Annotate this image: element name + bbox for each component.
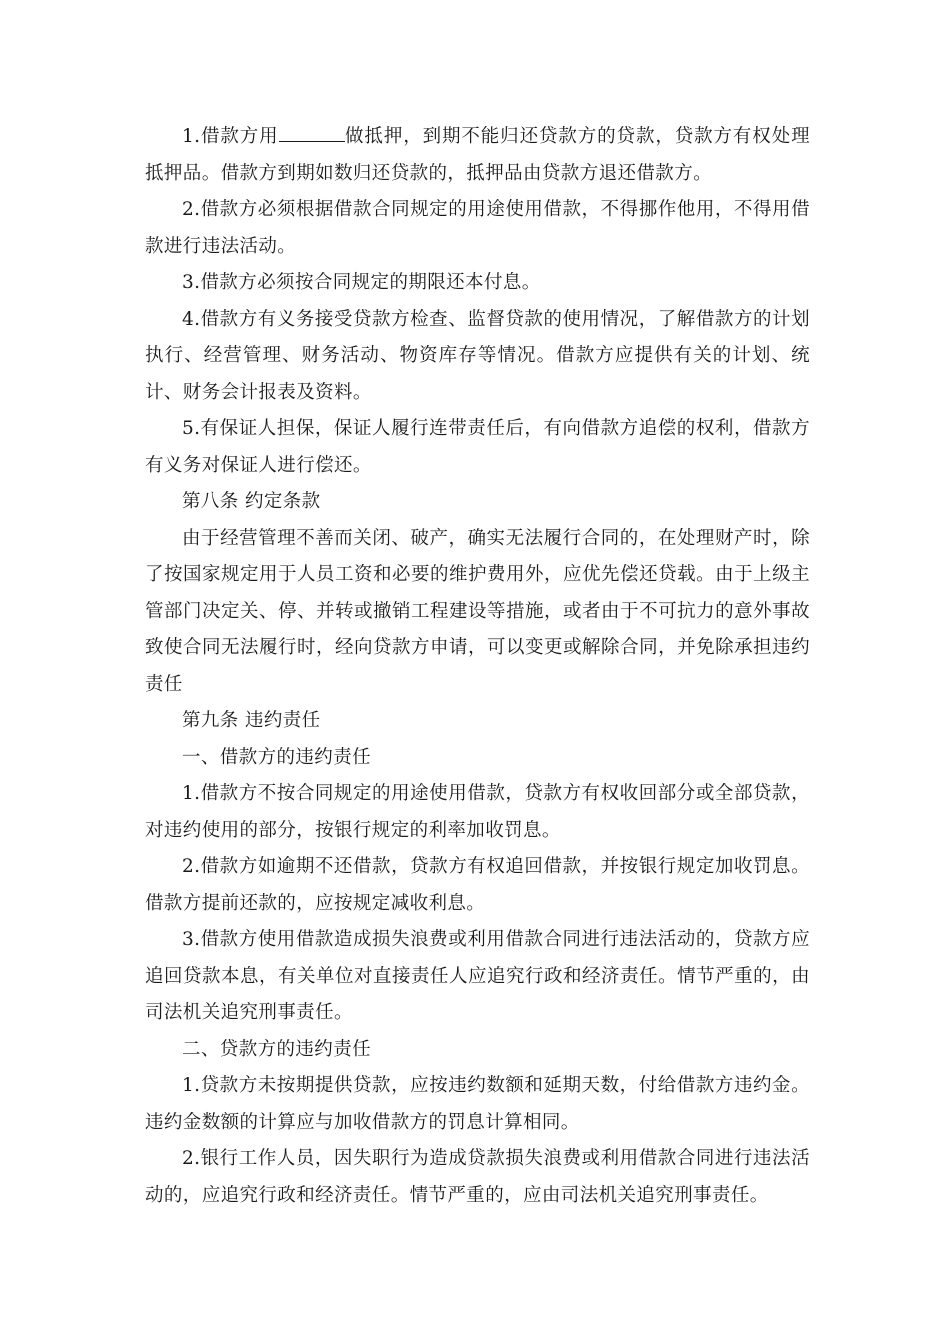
article-heading: 第九条 违约责任 xyxy=(182,710,321,731)
clause-paragraph: 3.借款方必须按合同规定的期限还本付息。 xyxy=(182,272,541,293)
fill-in-blank xyxy=(279,123,345,143)
clause-paragraph: 2.银行工作人员，因失职行为造成贷款损失浪费或利用借款合同进行违法活动的，应追究行政和经济责任。情节严重的，应由司法机关追究刑事责任。 xyxy=(145,1148,810,1206)
clause-text: 1.借款方用 xyxy=(182,126,279,147)
article-heading: 第八条 约定条款 xyxy=(182,491,321,512)
clause-paragraph: 4.借款方有义务接受贷款方检查、监督贷款的使用情况，了解借款方的计划执行、经营管理、财务活动、物资库存等情况。借款方应提供有关的计划、统计、财务会计报表及资料。 xyxy=(145,308,810,403)
section-heading: 一、借款方的违约责任 xyxy=(182,746,372,768)
clause-paragraph: 2.借款方必须根据借款合同规定的用途使用借款，不得挪作他用，不得用借款进行违法活动。 xyxy=(145,199,810,257)
section-heading: 二、贷款方的违约责任 xyxy=(182,1038,372,1060)
clause-text: 做抵押，到期不能归还贷款方的贷款，贷款方有权处理抵押品。借款方到期如数归还贷款的，抵押品由贷款方退还借款方。 xyxy=(145,126,810,184)
clause-paragraph: 2.借款方如逾期不还借款，贷款方有权追回借款，并按银行规定加收罚息。借款方提前还款的，应按规定减收利息。 xyxy=(145,856,810,914)
document-body xyxy=(145,119,810,1214)
clause-paragraph: 1.借款方不按合同规定的用途使用借款，贷款方有权收回部分或全部贷款，对违约使用的部分，按银行规定的利率加收罚息。 xyxy=(145,783,810,841)
clause-paragraph: 3.借款方使用借款造成损失浪费或利用借款合同进行违法活动的，贷款方应追回贷款本息，有关单位对直接责任人应追究行政和经济责任。情节严重的，由司法机关追究刑事责任。 xyxy=(145,929,810,1023)
clause-paragraph xyxy=(145,119,810,192)
clause-paragraph: 1.贷款方未按期提供贷款，应按违约数额和延期天数，付给借款方违约金。违约金数额的计算应与加收借款方的罚息计算相同。 xyxy=(145,1075,810,1133)
clause-paragraph: 5.有保证人担保，保证人履行连带责任后，有向借款方追偿的权利，借款方有义务对保证人进行偿还。 xyxy=(145,418,810,476)
clause-paragraph: 由于经营管理不善而关闭、破产，确实无法履行合同的，在处理财产时，除了按国家规定用于人员工资和必要的维护费用外，应优先偿还贷载。由于上级主管部门决定关、停、并转或撤销工程建设等措施，或者由于不可抗力的意外事故致使合同无法履行时，经向贷款方申请，可以变更或解除合同，并免除承担违约责任 xyxy=(145,527,810,695)
